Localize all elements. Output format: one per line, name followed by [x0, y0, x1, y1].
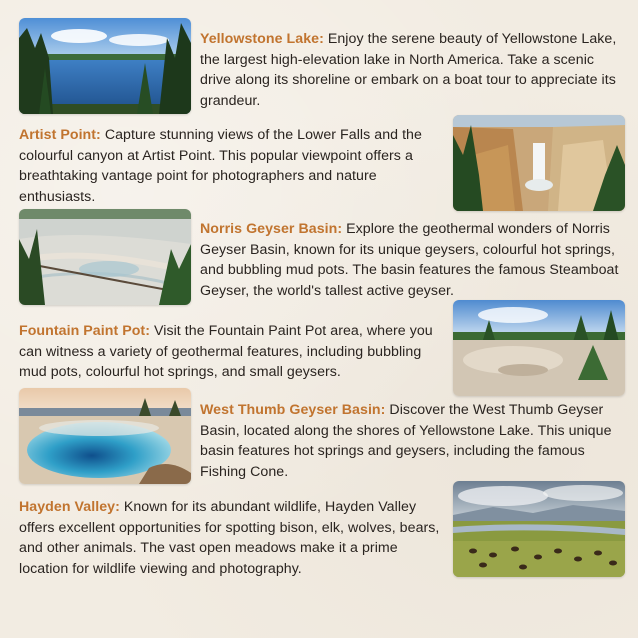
section-body: Capture stunning views of the Lower Falls and the colourful canyon at Artist Point. This popular viewpoint offers a breathtaking vantage point for photographers and nature enthusiasts.	[19, 127, 422, 205]
section-title: Artist Point:	[19, 127, 101, 143]
section-body: Explore the geothermal wonders of Norris Geyser Basin, known for its unique geysers, colourful hot springs, and bubbling mud pots. The basin features the famous Steamboat Geyser, the world's tallest active geyser.	[200, 221, 619, 299]
section-title: Hayden Valley:	[19, 499, 120, 515]
section-body: Visit the Fountain Paint Pot area, where you can witness a variety of geothermal features, including bubbling mud pots, colourful hot springs, and small geysers.	[19, 323, 433, 381]
west-thumb-geyser-basin-photo	[19, 388, 191, 484]
section-body: Known for its abundant wildlife, Hayden Valley offers excellent opportunities for spotting bison, elk, wolves, bears, and other animals. The vast open meadows make it a prime location for wildlife viewing and photography.	[19, 499, 440, 577]
section-body: Enjoy the serene beauty of Yellowstone Lake, the largest high-elevation lake in North America. Take a scenic drive along its shoreline or embark on a boat tour to appreciate its grandeur.	[200, 31, 617, 109]
section-artist-point	[19, 125, 449, 207]
yellowstone-lake-photo	[19, 18, 191, 114]
section-hayden-valley	[19, 497, 444, 579]
section-west-thumb-geyser-basin	[200, 400, 625, 482]
section-norris-geyser-basin	[200, 219, 622, 301]
section-fountain-paint-pot	[19, 321, 444, 383]
section-title: Yellowstone Lake:	[200, 31, 324, 47]
fountain-paint-pot-photo	[453, 300, 625, 396]
section-title: Fountain Paint Pot:	[19, 323, 150, 339]
artist-point-photo	[453, 115, 625, 211]
section-title: West Thumb Geyser Basin:	[200, 402, 386, 418]
section-title: Norris Geyser Basin:	[200, 221, 343, 237]
norris-geyser-basin-photo	[19, 209, 191, 305]
section-body: Discover the West Thumb Geyser Basin, located along the shores of Yellowstone Lake. This unique basin features hot springs and geysers, including the famous Fishing Cone.	[200, 402, 612, 480]
hayden-valley-photo	[453, 481, 625, 577]
section-yellowstone-lake	[200, 29, 620, 111]
